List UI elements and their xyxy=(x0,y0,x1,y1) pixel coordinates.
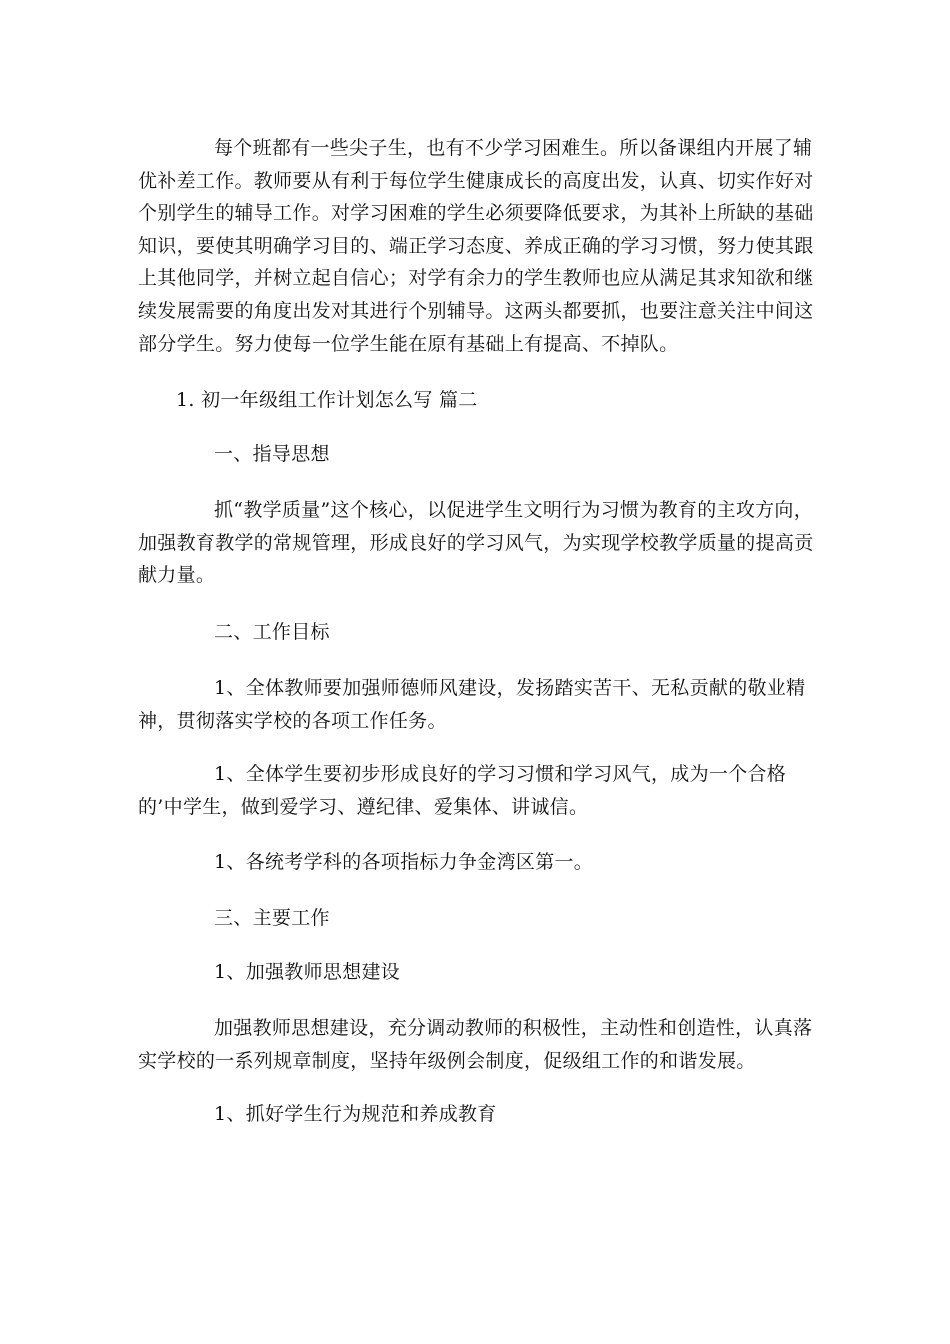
paragraph-guiding-thought xyxy=(138,494,814,592)
text-line: 个别学生的辅导工作。对学习困难的学生必须要降低要求，为其补上所缺的基础 xyxy=(138,202,814,225)
subheading-student-behavior xyxy=(138,1098,814,1131)
heading-text: 1. 初一年级组工作计划怎么写 篇二 xyxy=(176,389,478,411)
text-line: 每个班都有一些尖子生，也有不少学习困难生。所以备课组内开展了辅 xyxy=(214,137,813,159)
heading-guiding-thought xyxy=(138,438,814,471)
text-line: 的’中学生，做到爱学习、遵纪律、爱集体、讲诚信。 xyxy=(138,795,589,818)
text-line: 优补差工作。教师要从有利于每位学生健康成长的高度出发，认真、切实作好对 xyxy=(138,169,814,192)
heading-main-work xyxy=(138,902,814,935)
subheading-teacher-thought xyxy=(138,956,814,989)
paragraph-tutoring xyxy=(138,132,814,360)
paragraph-goal-students xyxy=(138,758,814,823)
text-line: 1、全体学生要初步形成良好的学习习惯和学习风气，成为一个合格 xyxy=(214,763,787,785)
heading-text: 一、指导思想 xyxy=(214,443,330,465)
text-line: 神，贯彻落实学校的各项工作任务。 xyxy=(138,709,447,732)
text-line: 知识，要使其明确学习目的、端正学习态度、养成正确的学习习惯，努力使其跟 xyxy=(138,234,814,257)
heading-text: 二、工作目标 xyxy=(214,621,330,643)
text-line: 实学校的一系列规章制度，坚持年级例会制度，促级组工作的和谐发展。 xyxy=(138,1049,756,1072)
heading-work-goals xyxy=(138,616,814,649)
paragraph-goal-exams xyxy=(138,846,814,879)
text-line: 部分学生。努力使每一位学生能在原有基础上有提高、不掉队。 xyxy=(138,332,679,355)
text-line: 抓“教学质量”这个核心，以促进学生文明行为习惯为教育的主攻方向， xyxy=(214,499,814,521)
text-line: 上其他同学，并树立起自信心；对学有余力的学生教师也应从满足其求知欲和继 xyxy=(138,267,814,290)
text-line: 献力量。 xyxy=(138,564,216,587)
text-line: 加强教育教学的常规管理，形成良好的学习风气，为实现学校教学质量的提高贡 xyxy=(138,531,814,554)
paragraph-goal-teachers xyxy=(138,672,814,737)
heading-text: 1、抓好学生行为规范和养成教育 xyxy=(214,1103,497,1125)
heading-text: 三、主要工作 xyxy=(214,907,330,929)
text-line: 1、各统考学科的各项指标力争金湾区第一。 xyxy=(214,851,594,873)
text-line: 加强教师思想建设，充分调动教师的积极性，主动性和创造性，认真落 xyxy=(214,1017,813,1039)
paragraph-teacher-thought xyxy=(138,1012,814,1077)
text-line: 续发展需要的角度出发对其进行个别辅导。这两头都要抓，也要注意关注中间这 xyxy=(138,299,814,322)
text-line: 1、全体教师要加强师德师风建设，发扬踏实苦干、无私贡献的敬业精 xyxy=(214,677,806,699)
section-heading-part-two xyxy=(138,384,814,417)
heading-text: 1、加强教师思想建设 xyxy=(214,961,401,983)
